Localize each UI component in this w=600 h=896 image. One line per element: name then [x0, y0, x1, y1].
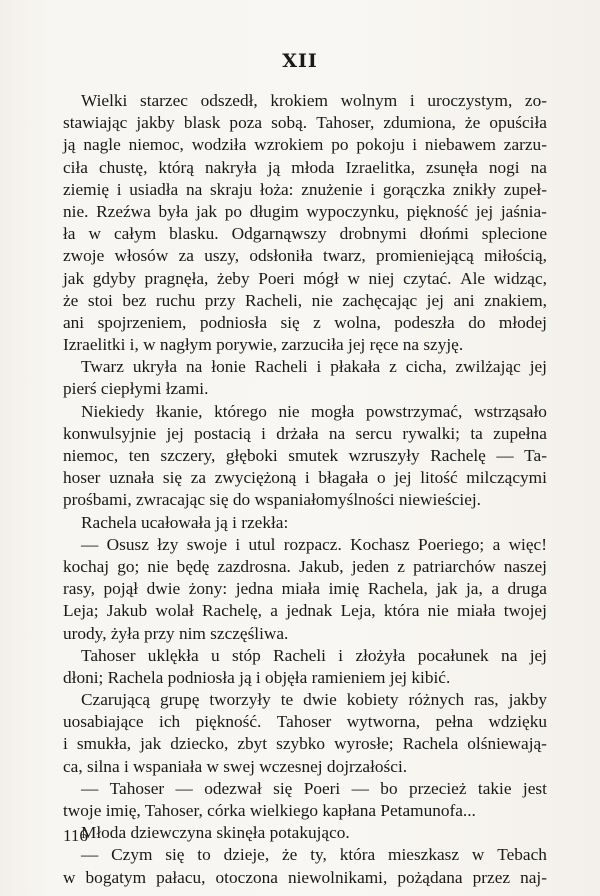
text-line: Niekiedy łkanie, którego nie mogła powstrzymać, wstrząsało	[81, 401, 547, 421]
text-line: niemoc, ten szczery, głęboki smutek wzruszyły Rachelę — Ta-	[63, 446, 547, 465]
text-line: Wielki starzec odszedł, krokiem wolnym i uroczystym, zo-	[81, 91, 547, 110]
text-line: i smukła, jak dziecko, zbyt szybko wyrosłe; Rachela olśniewają-	[63, 734, 547, 754]
text-line: Młoda dziewczyna skinęła potakująco.	[81, 823, 350, 843]
text-line: Tahoser uklękła u stóp Racheli i złożyła pocałunek na jej	[81, 645, 547, 665]
text-line: dłoni; Rachela podniosła ją i objęła ramieniem jej kibić.	[63, 667, 451, 687]
text-line: zwoje włosów za uszy, odsłoniła twarz, promieniejącą miłością,	[63, 246, 547, 266]
text-line: — Czym się to dzieje, że ty, która mieszkasz w Tebach	[81, 845, 547, 865]
text-line: urody, żyła przy nim szczęśliwa.	[63, 623, 289, 643]
text-line: w bogatym pałacu, otoczona niewolnikami, pożądana przez naj-	[63, 867, 547, 887]
text-line: uosabiające ich piękność. Tahoser wytworna, pełna wdzięku	[63, 712, 547, 732]
text-line: Leja; Jakub wolał Rachelę, a jednak Leja, która nie miała twojej	[63, 601, 547, 621]
text-line: że stoi bez ruchu przy Racheli, nie zachęcając jej ani znakiem,	[63, 290, 547, 310]
text-line: jak gdyby pragnęła, żeby Poeri mógł w niej czytać. Ale widząc,	[63, 268, 547, 288]
text-line: pierś ciepłymi łzami.	[63, 379, 209, 399]
text-line: ziemię i usiadła na skraju łoża: znużenie i gorączka znikły zupeł-	[63, 179, 547, 199]
text-line: hoser uznała się za zwyciężoną i błagała o jej litość milczącymi	[63, 468, 547, 488]
text-line: Twarz ukryła na łonie Racheli i płakała z cicha, zwilżając jej	[81, 357, 547, 377]
text-line: twoje imię, Tahoser, córka wielkiego kapłana Petamunofa...	[63, 801, 476, 820]
page-number: 116	[63, 826, 88, 845]
text-line: Rachela ucałowała ją i rzekła:	[81, 512, 289, 532]
text-line: stawiając jakby blask poza sobą. Tahoser, zdumiona, że opuściła	[63, 113, 547, 133]
text-line: — Tahoser — odezwał się Poeri — bo przecież takie jest	[81, 778, 547, 798]
text-line: kochaj go; nie będę zazdrosna. Jakub, jeden z patriarchów naszej	[63, 556, 547, 576]
text-line: ją nagle niemoc, wodziła wzrokiem po pokoju i niebawem zarzu-	[63, 135, 547, 155]
text-line: Izraelitki i, w nagłym porywie, zarzuciła jej ręce na szyję.	[63, 335, 464, 355]
body-text	[63, 90, 547, 889]
text-line: — Osusz łzy swoje i utul rozpacz. Kochasz Poeriego; a więc!	[81, 534, 547, 554]
text-line: ciła chustę, którą nakryła ją młoda Izraelitka, zsunęła nogi na	[63, 157, 547, 177]
text-line: rasy, pojął dwie żony: jedna miała imię Rachela, jak ja, a druga	[63, 579, 547, 599]
text-line: ła w całym blasku. Odgarnąwszy drobnymi dłońmi splecione	[63, 224, 547, 244]
text-line: nie. Rzeźwa była jak po długim wypoczynku, piękność jej jaśnia-	[63, 201, 547, 221]
text-line: konwulsyjnie jej postacią i drżała na sercu rywalki; ta zupełna	[63, 423, 547, 443]
text-line: ani spojrzeniem, podniosła się z wolna, podeszła do młodej	[63, 312, 547, 332]
text-line: Czarującą grupę tworzyły te dwie kobiety różnych ras, jakby	[81, 690, 547, 710]
text-line: prośbami, zwracając się do wspaniałomyślności niewieściej.	[63, 490, 481, 510]
chapter-title: XII	[282, 50, 318, 72]
text-line: ca, silna i wspaniała w swej wczesnej dojrzałości.	[63, 756, 408, 776]
